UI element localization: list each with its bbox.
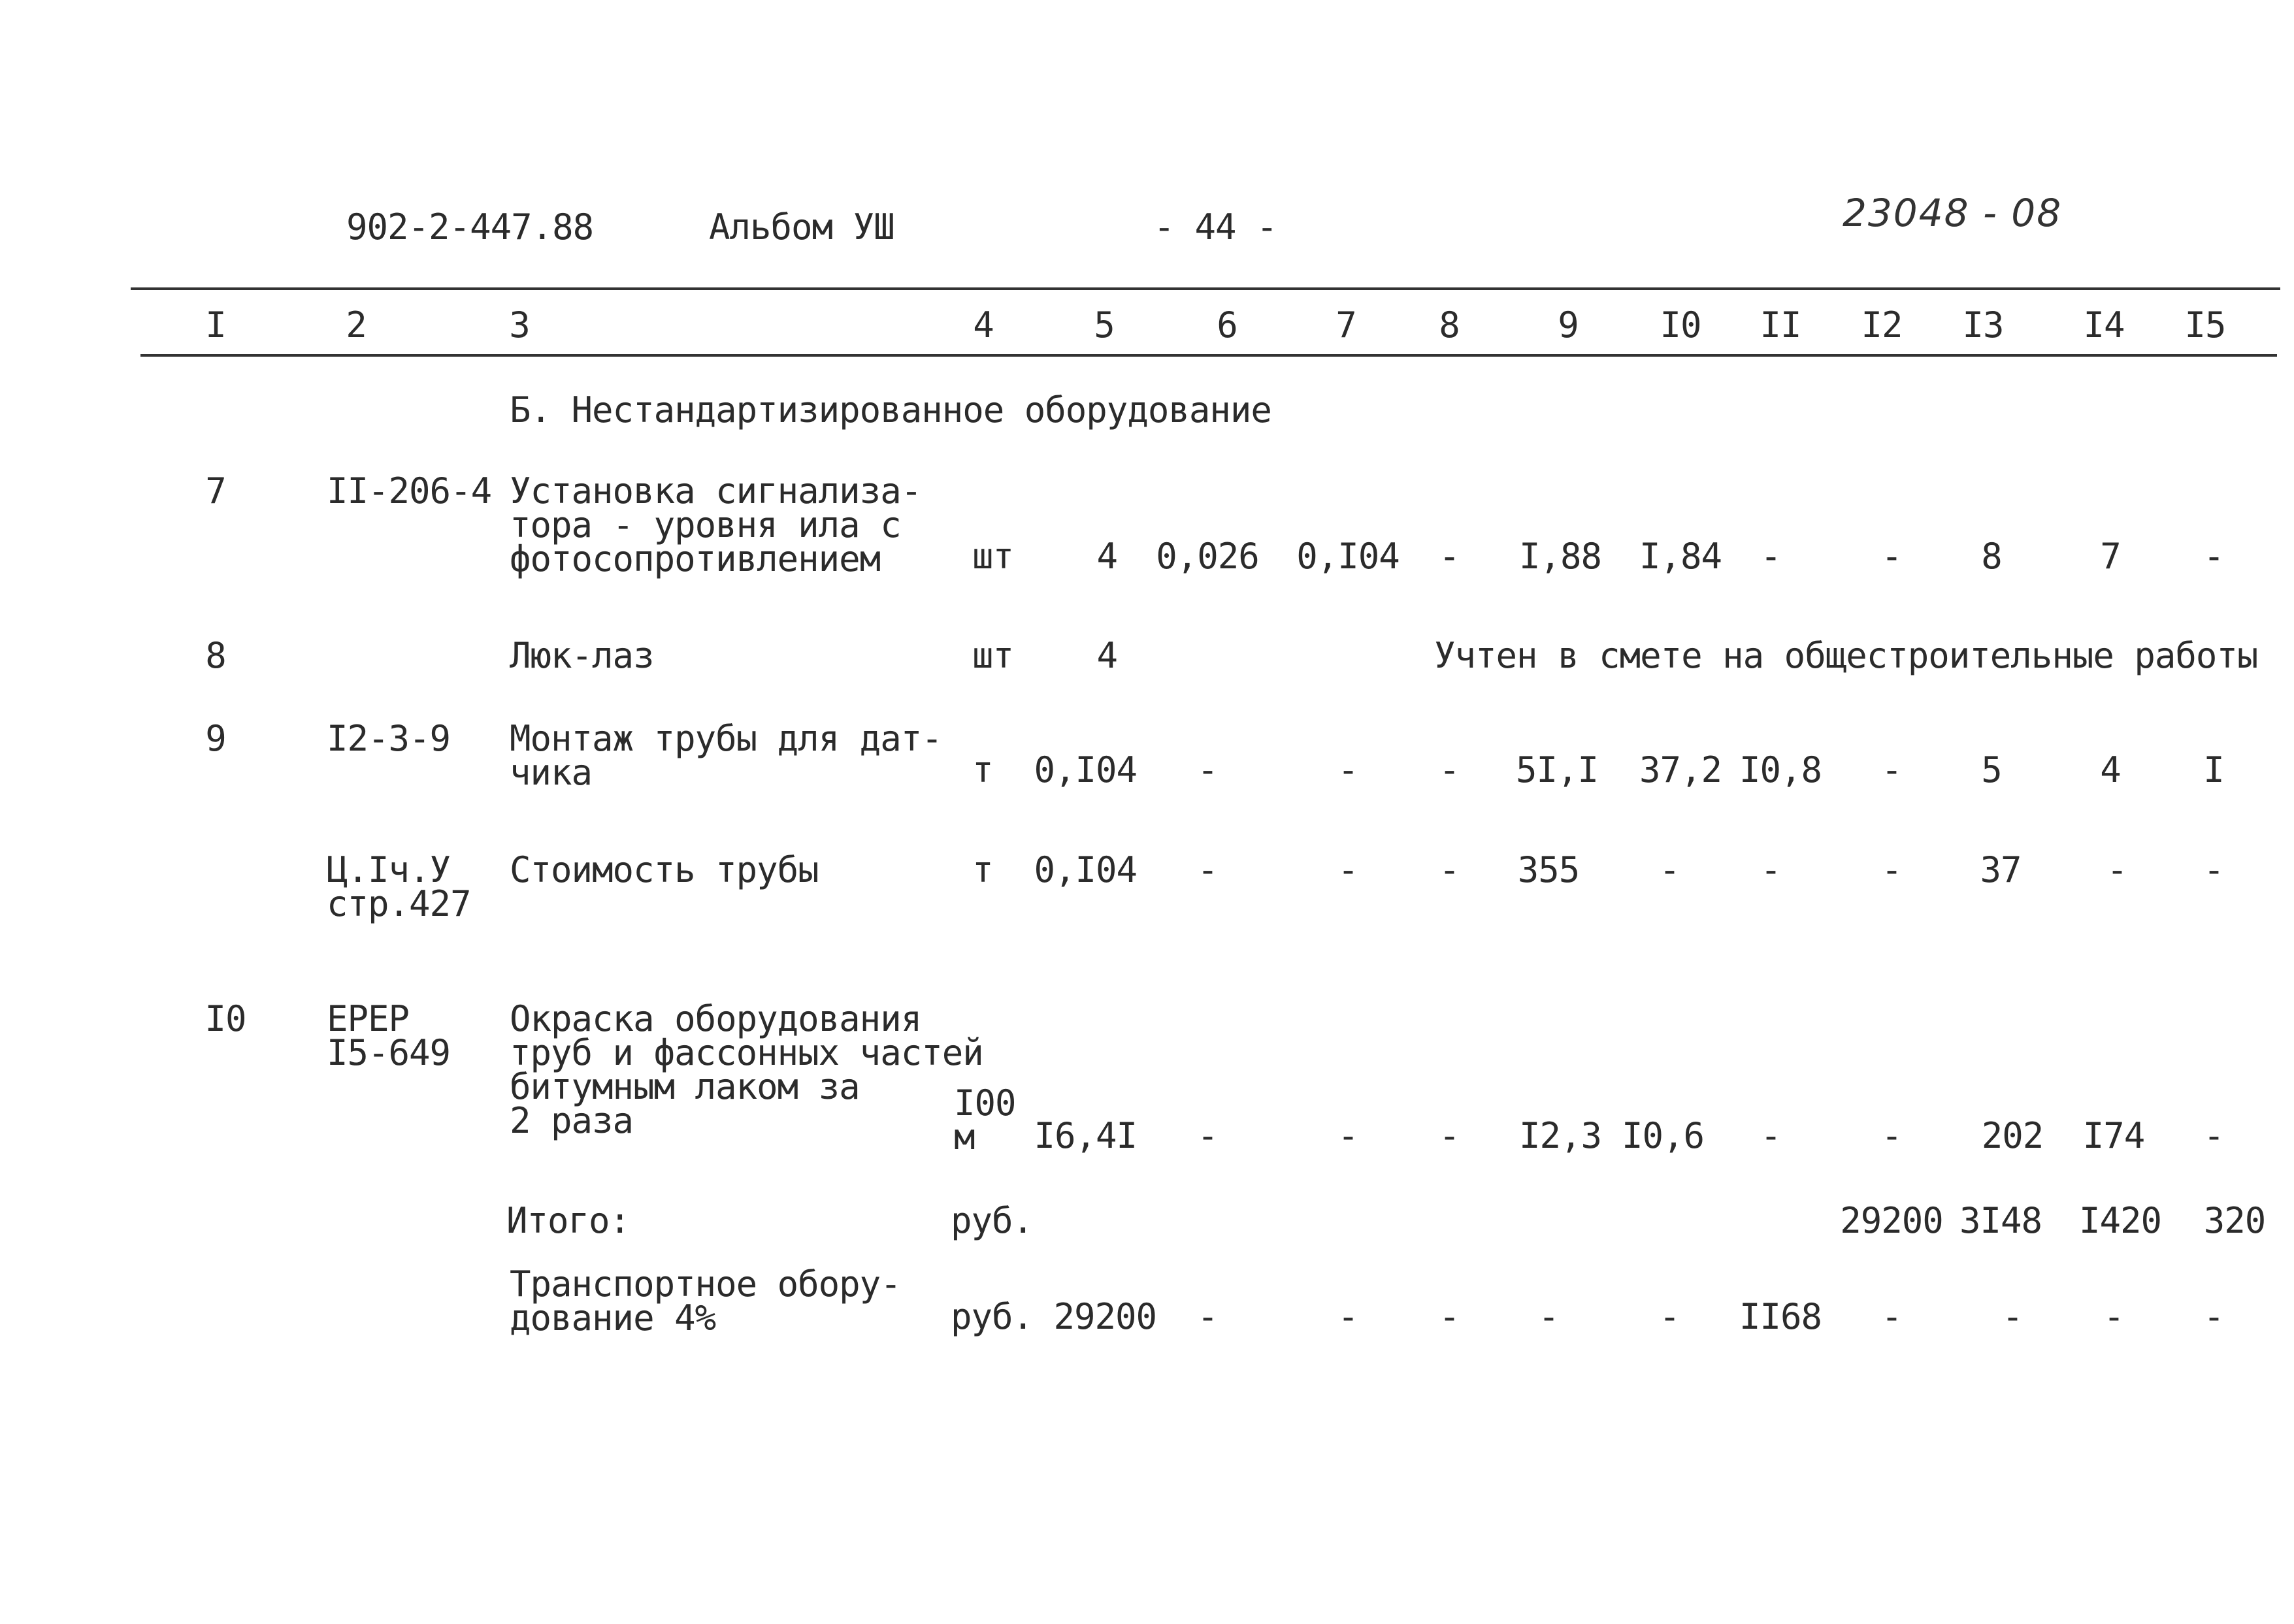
- album-label: Альбом УШ: [709, 206, 894, 248]
- column-number: I0: [1660, 304, 1701, 346]
- row-number: I0: [205, 998, 246, 1039]
- cell-col14: -: [2103, 1296, 2124, 1337]
- row-code: Ц.Iч.У стр.427: [327, 849, 471, 924]
- cell-col8: -: [1439, 749, 1460, 790]
- column-number: I5: [2184, 304, 2226, 346]
- column-number: 6: [1217, 304, 1237, 346]
- cell-col7: -: [1337, 1115, 1358, 1156]
- cell-col13: 5: [1981, 749, 2002, 790]
- total-label: Итого:: [506, 1200, 631, 1241]
- row-unit: т: [972, 749, 993, 790]
- cell-col9: 5I,I: [1515, 749, 1599, 790]
- row-name: Установка сигнализа- тора - уровня ила с фотосопротивлением: [510, 470, 922, 579]
- cell-col15: -: [2203, 1296, 2224, 1337]
- cell-col11: -: [1760, 536, 1781, 577]
- cell-col6: -: [1197, 1115, 1218, 1156]
- row-note: Учтен в смете на общестроительные работы: [1434, 635, 2258, 676]
- cell-col9: I,88: [1518, 536, 1602, 577]
- cell-col15: -: [2203, 1115, 2224, 1156]
- cell-col10: I0,6: [1621, 1115, 1705, 1156]
- row-quantity: 4: [1096, 536, 1117, 577]
- row-quantity: 0,I04: [1034, 849, 1137, 890]
- cell-col14: -: [2106, 849, 2127, 890]
- row-code: ЕРЕР I5-649: [327, 998, 451, 1073]
- column-number: 7: [1335, 304, 1356, 346]
- cell-col11: -: [1760, 849, 1781, 890]
- cell-col8: -: [1439, 849, 1460, 890]
- row-name: Люк-лаз: [510, 635, 654, 676]
- cell-col11: I0,8: [1739, 749, 1822, 790]
- cell-col8: -: [1439, 1115, 1460, 1156]
- transport-label: Транспортное обору- дование 4%: [510, 1263, 901, 1339]
- cell-col13: 37: [1980, 849, 2022, 890]
- header-rule-bottom: [140, 354, 2277, 357]
- total-col13: 3I48: [1959, 1200, 2042, 1241]
- cell-col10: I,84: [1639, 536, 1722, 577]
- cell-col10: -: [1659, 849, 1680, 890]
- cell-col6: -: [1197, 1296, 1218, 1337]
- row-number: 8: [205, 635, 226, 676]
- cell-col14: 4: [2100, 749, 2121, 790]
- cell-col15: -: [2203, 849, 2224, 890]
- cell-col12: -: [1881, 749, 1902, 790]
- row-unit: I00 м: [954, 1082, 1016, 1158]
- row-name: Окраска оборудования труб и фассонных частей битумным лаком за 2 раза: [510, 998, 983, 1141]
- column-number: II: [1760, 304, 1801, 346]
- cell-col12: -: [1881, 1115, 1902, 1156]
- cell-col9: -: [1538, 1296, 1559, 1337]
- cell-col13: -: [2002, 1296, 2023, 1337]
- cell-col7: -: [1337, 749, 1358, 790]
- column-number: I4: [2083, 304, 2125, 346]
- cell-col12: -: [1881, 1296, 1902, 1337]
- column-number: 8: [1439, 304, 1460, 346]
- column-number: 9: [1558, 304, 1579, 346]
- cell-col15: I: [2203, 749, 2224, 790]
- row-number: 7: [205, 470, 226, 512]
- row-code: I2-3-9: [327, 718, 451, 759]
- cell-col7: -: [1337, 849, 1358, 890]
- row-quantity: 0,I04: [1034, 749, 1137, 790]
- cell-col9: I2,3: [1518, 1115, 1602, 1156]
- row-number: 9: [205, 718, 226, 759]
- cell-col14: 7: [2100, 536, 2121, 577]
- row-name: Монтаж трубы для дат- чика: [510, 718, 942, 793]
- column-number: 2: [346, 304, 367, 346]
- handwritten-archive-number: 23048 - 08: [1843, 191, 2063, 235]
- column-number: I2: [1861, 304, 1903, 346]
- row-code: II-206-4: [327, 470, 492, 512]
- row-unit: шт: [972, 536, 1014, 577]
- cell-col11: II68: [1739, 1296, 1822, 1337]
- cell-col13: 8: [1981, 536, 2002, 577]
- total-col15: 320: [2203, 1200, 2266, 1241]
- document-code: 902-2-447.88: [346, 206, 594, 248]
- cell-col12: -: [1881, 536, 1902, 577]
- transport-quantity: 29200: [1053, 1296, 1156, 1337]
- total-col14: I420: [2078, 1200, 2162, 1241]
- total-col12: 29200: [1840, 1200, 1943, 1241]
- column-number: I: [205, 304, 226, 346]
- cell-col7: 0,I04: [1296, 536, 1400, 577]
- cell-col8: -: [1439, 536, 1460, 577]
- section-title: Б. Нестандартизированное оборудование: [510, 389, 1271, 430]
- cell-col13: 202: [1981, 1115, 2044, 1156]
- column-number: 4: [973, 304, 994, 346]
- column-number: I3: [1962, 304, 2004, 346]
- cell-col7: -: [1337, 1296, 1358, 1337]
- cell-col10: -: [1659, 1296, 1680, 1337]
- page-number: - 44 -: [1153, 206, 1277, 248]
- total-unit: руб.: [951, 1200, 1034, 1241]
- cell-col15: -: [2203, 536, 2224, 577]
- column-number: 3: [509, 304, 530, 346]
- row-quantity: I6,4I: [1034, 1115, 1137, 1156]
- cell-col14: I74: [2082, 1115, 2145, 1156]
- cell-col6: 0,026: [1156, 536, 1259, 577]
- row-unit: т: [972, 849, 993, 890]
- cell-col9: 355: [1517, 849, 1580, 890]
- cell-col6: -: [1197, 749, 1218, 790]
- column-number: 5: [1094, 304, 1115, 346]
- cell-col10: 37,2: [1639, 749, 1722, 790]
- row-unit: шт: [972, 635, 1014, 676]
- row-name: Стоимость трубы: [510, 849, 819, 890]
- cell-col8: -: [1439, 1296, 1460, 1337]
- header-rule-top: [131, 287, 2280, 290]
- cell-col12: -: [1881, 849, 1902, 890]
- cell-col6: -: [1197, 849, 1218, 890]
- transport-unit: руб.: [951, 1296, 1034, 1337]
- row-quantity: 4: [1096, 635, 1117, 676]
- cell-col11: -: [1760, 1115, 1781, 1156]
